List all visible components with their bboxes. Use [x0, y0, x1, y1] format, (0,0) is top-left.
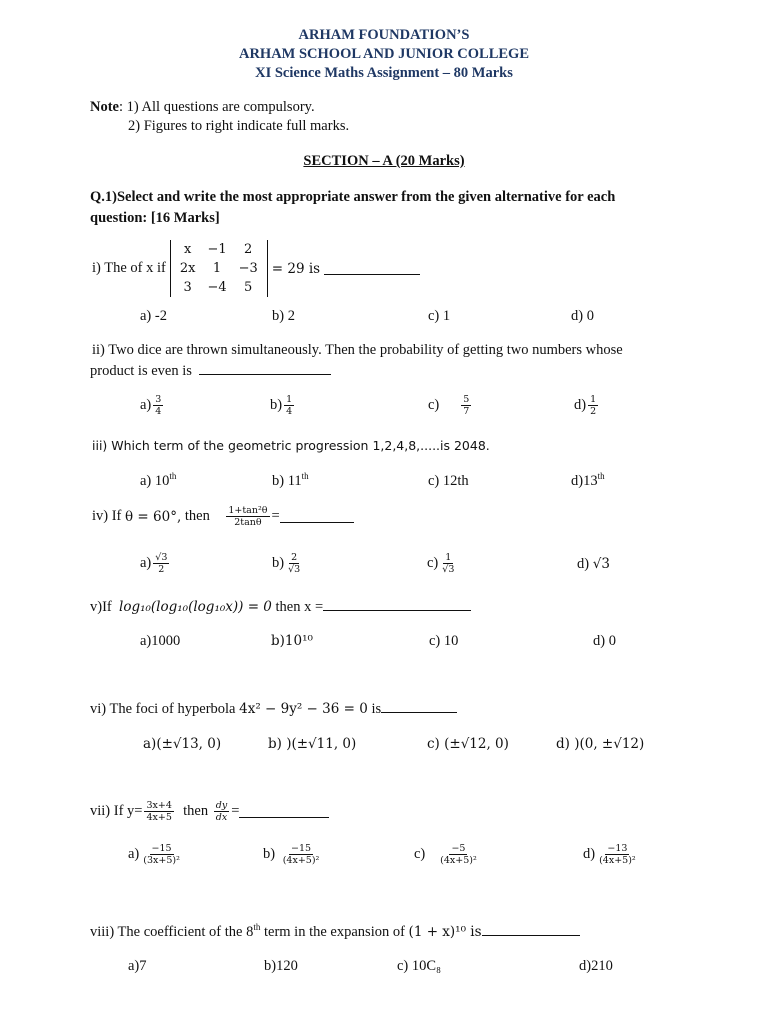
q4-prefix: iv) If	[92, 508, 122, 524]
det-cell: x	[183, 242, 192, 257]
question-1	[92, 240, 420, 297]
option-label: c)	[414, 845, 426, 862]
det-cell: 2x	[179, 261, 196, 276]
answer-blank	[324, 262, 420, 275]
q5-option-d: d) 0	[593, 633, 616, 649]
q5-option-a: a)1000	[140, 633, 181, 649]
option-label: b)	[263, 845, 276, 862]
frac-num: dy	[215, 800, 228, 811]
q6-suffix: is	[371, 701, 382, 717]
answer-blank	[482, 923, 580, 936]
frac-num: 1	[590, 394, 597, 405]
frac-num: √3	[155, 552, 168, 563]
instruction-line-1: Q.1)Select and write the most appropriate answer from the given alternative for each	[90, 189, 616, 205]
q1-option-c: c) 1	[428, 308, 451, 324]
note-text-1: : 1) All questions are compulsory.	[119, 99, 315, 115]
option-label: d)13	[571, 472, 598, 489]
q4-option-b	[272, 552, 304, 575]
q5-suffix: then x =	[275, 599, 324, 615]
det-cell: 1	[212, 261, 222, 276]
q8-prefix: viii) The coefficient of the 8	[90, 923, 254, 940]
option-label: a)	[140, 554, 152, 571]
frac-den: dx	[215, 812, 228, 823]
section-a-title: SECTION – A (20 Marks)	[303, 153, 465, 169]
question-5	[90, 598, 471, 616]
note-line-1	[90, 99, 315, 116]
q6-prefix: vi) The foci of hyperbola	[90, 701, 236, 717]
frac-num: 3	[155, 394, 162, 405]
q7-fraction	[144, 800, 173, 823]
q5-prefix: v)If	[90, 599, 112, 615]
option-label: d)	[583, 845, 596, 862]
assignment-title: XI Science Maths Assignment – 80 Marks	[255, 65, 513, 81]
det-cell: 5	[244, 280, 253, 295]
q7-derivative	[214, 800, 229, 823]
q2-line-1: ii) Two dice are thrown simultaneously. Then the probability of getting two numbers whose	[92, 342, 623, 358]
frac-den: (4x+5)²	[440, 855, 477, 866]
q2-option-a	[140, 394, 165, 417]
q6-option-a: a)(±√13, 0)	[143, 736, 222, 752]
frac-den: 2	[158, 564, 165, 575]
frac-den: 7	[463, 406, 470, 417]
det-cell: 2	[244, 242, 253, 257]
q3-text: iii) Which term of the geometric progression 1,2,4,8,.....is 2048.	[92, 438, 490, 453]
frac-den: 4x+5	[146, 812, 172, 823]
det-cell: −4	[207, 280, 227, 295]
option-label: b)	[272, 554, 285, 571]
frac-den: (3x+5)²	[143, 855, 180, 866]
frac-num: −13	[607, 843, 628, 854]
q1-prefix: i) The of x if	[92, 260, 166, 276]
note-line-2: 2) Figures to right indicate full marks.	[128, 118, 350, 134]
q7-option-a	[128, 843, 184, 866]
q1-option-d: d) 0	[571, 308, 594, 324]
q4-equals: =	[271, 508, 280, 524]
determinant	[170, 240, 268, 297]
option-label: a)	[140, 396, 152, 413]
frac-den: 4	[286, 406, 293, 417]
frac-num: 1	[286, 394, 293, 405]
option-label: c)	[428, 396, 440, 413]
q6-option-b: b) )(±√11, 0)	[268, 736, 357, 752]
q6-option-d: d) )(0, ±√12)	[556, 736, 645, 752]
frac-den: 4	[155, 406, 162, 417]
q2-option-d	[574, 394, 600, 417]
foundation-title: ARHAM FOUNDATION’S	[298, 27, 470, 43]
q4-then: then	[184, 508, 210, 524]
q4-option-c	[427, 552, 458, 575]
q2-option-b	[270, 394, 296, 417]
option-label: b) 11	[272, 472, 302, 489]
q3-option-d	[571, 471, 605, 490]
q1-option-b: b) 2	[272, 308, 295, 324]
instruction-line-2: question: [16 Marks]	[90, 210, 220, 226]
frac-den: (4x+5)²	[282, 855, 320, 866]
q8-option-d: d)210	[579, 958, 613, 974]
q6-option-c: c) (±√12, 0)	[427, 736, 509, 752]
q7-option-b	[263, 843, 323, 866]
q1-option-a: a) -2	[140, 308, 167, 324]
frac-num: −15	[291, 843, 312, 854]
q4-fraction	[226, 505, 269, 528]
option-label: b)	[270, 396, 283, 413]
frac-num: 1+tan²θ	[228, 505, 268, 516]
frac-den: √3	[442, 564, 455, 575]
q7-option-c	[414, 843, 481, 866]
school-title: ARHAM SCHOOL AND JUNIOR COLLEGE	[238, 46, 530, 62]
option-sup: th	[301, 471, 309, 481]
q3-option-c	[428, 471, 469, 490]
question-6	[90, 700, 457, 718]
q5-option-b: b)10¹⁰	[271, 633, 313, 649]
q5-option-c: c) 10	[429, 633, 459, 649]
q4-option-a	[140, 552, 171, 575]
option-value: √3	[592, 556, 610, 572]
q8-expression: (1 + x)¹⁰ is	[408, 923, 482, 940]
q8-option-b: b)120	[264, 958, 298, 974]
option-label: d)	[577, 556, 590, 572]
q3-option-a	[140, 471, 176, 490]
q7-option-d	[583, 843, 640, 866]
q8-option-a: a)7	[128, 958, 147, 974]
question-4	[92, 505, 354, 528]
answer-blank	[323, 598, 471, 611]
frac-den: (4x+5)²	[599, 855, 636, 866]
frac-den: 2	[590, 406, 597, 417]
q8-sup: th	[253, 922, 261, 932]
q7-then: then	[183, 803, 209, 819]
option-sup: th	[597, 471, 605, 481]
frac-num: −15	[151, 843, 172, 854]
frac-den: √3	[288, 564, 301, 575]
q4-option-d	[577, 556, 610, 573]
q5-expression: log₁₀(log₁₀(log₁₀x)) = 0	[119, 599, 272, 615]
option-label: c)	[427, 554, 439, 571]
det-cell: −1	[207, 242, 227, 257]
answer-blank	[199, 362, 331, 375]
det-cell: 3	[183, 280, 192, 295]
q7-prefix: vii) If y=	[90, 803, 143, 819]
q8-middle: term in the expansion of	[260, 923, 409, 940]
answer-blank	[239, 805, 329, 818]
frac-num: 1	[445, 552, 452, 563]
question-8	[90, 922, 580, 941]
option-sup: th	[169, 471, 177, 481]
q6-expression: 4x² − 9y² − 36 = 0	[239, 701, 368, 717]
det-cell: −3	[238, 261, 258, 276]
answer-blank	[280, 510, 354, 523]
question-7	[90, 800, 329, 823]
q1-suffix: = 29 is	[271, 260, 321, 277]
q2-option-c	[428, 394, 473, 417]
frac-num: 5	[463, 394, 470, 405]
frac-den: 2tanθ	[234, 517, 262, 528]
frac-num: −5	[451, 843, 466, 854]
q7-equals: =	[231, 803, 240, 819]
frac-num: 2	[291, 552, 298, 563]
q3-option-b	[272, 471, 309, 490]
option-label: a)	[128, 845, 140, 862]
q4-condition: θ = 60°,	[125, 508, 182, 525]
q2-line-2-text: product is even is	[90, 363, 192, 379]
q2-line-2	[90, 362, 331, 380]
frac-num: 3x+4	[146, 800, 172, 811]
q8-option-c: c) 10C₈	[397, 958, 442, 974]
option-label: d)	[574, 396, 587, 413]
option-label: c) 12th	[428, 472, 469, 489]
answer-blank	[381, 700, 457, 713]
option-label: a) 10	[140, 472, 170, 489]
note-label: Note	[90, 99, 119, 115]
